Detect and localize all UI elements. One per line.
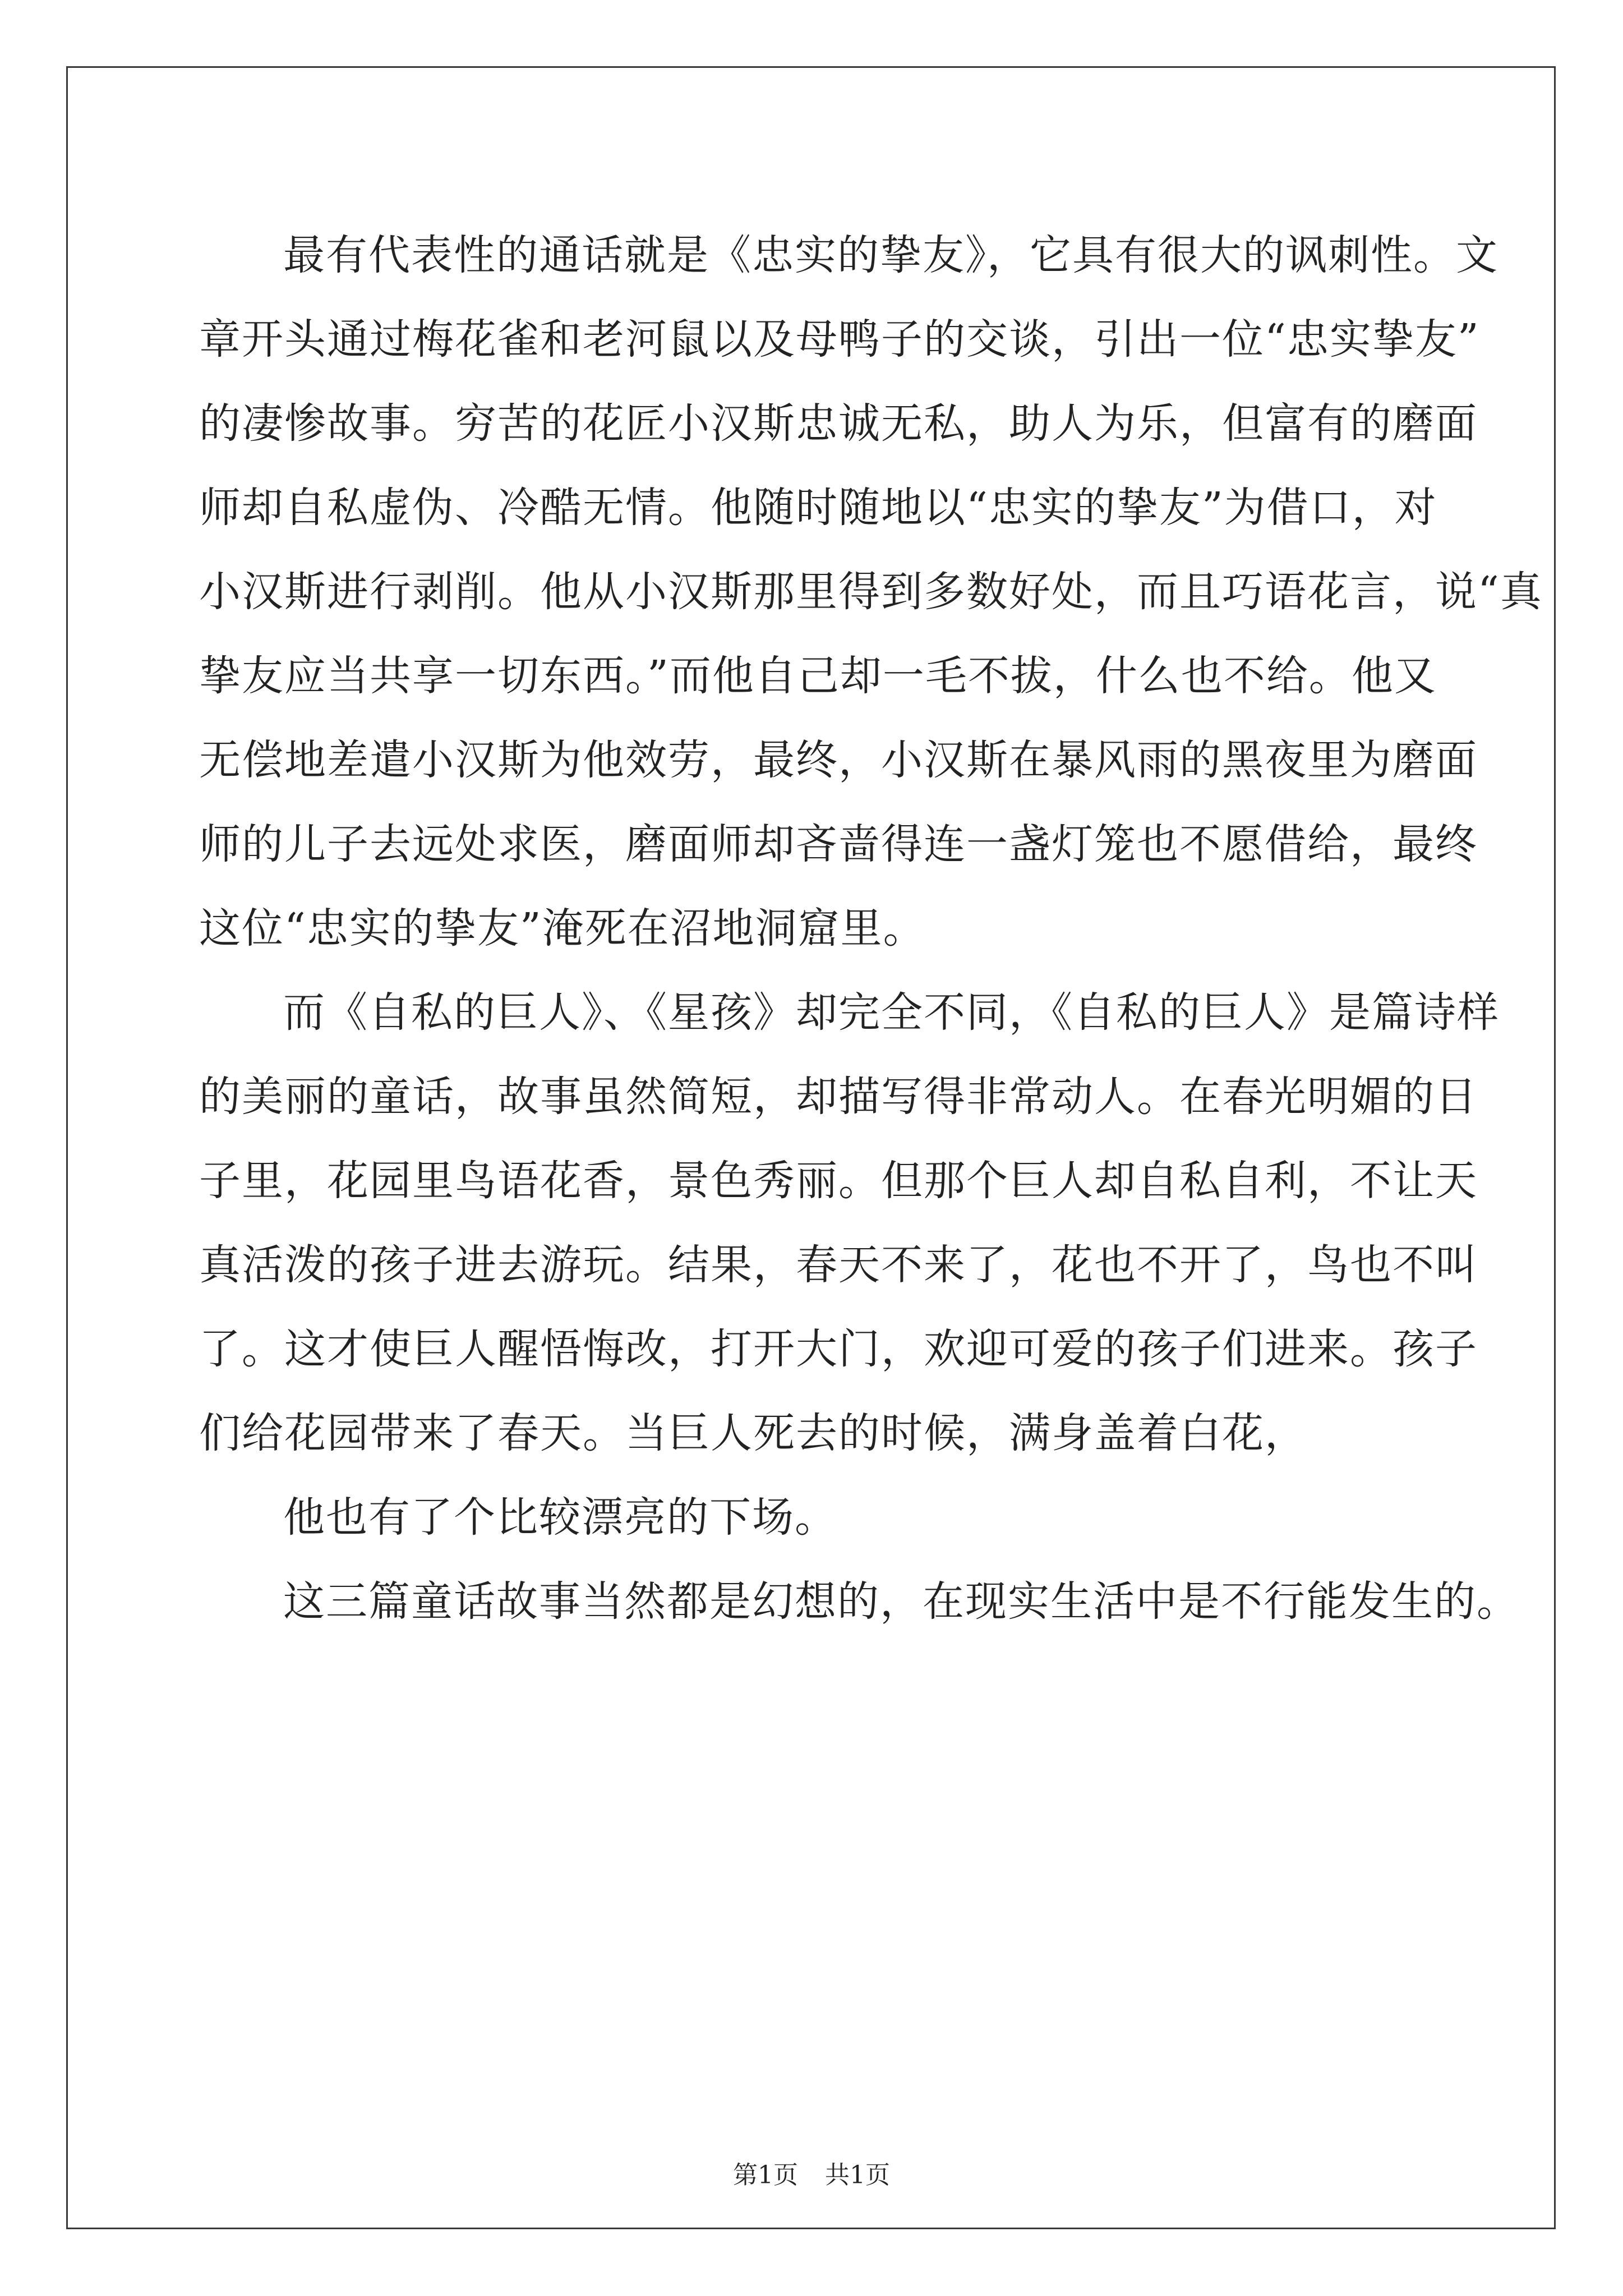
text-line: 了。这才使巨人醒悟悔改，打开大门，欢迎可爱的孩子们进来。孩子 xyxy=(199,1325,1478,1373)
text-line: 的美丽的童话，故事虽然简短，却描写得非常动人。在春光明媚的日 xyxy=(199,1073,1478,1121)
text-line: 子里，花园里鸟语花香，景色秀丽。但那个巨人却自私自利，不让天 xyxy=(199,1157,1478,1205)
text-line: 这位“忠实的挚友”淹死在沼地洞窟里。 xyxy=(199,904,926,953)
text-line: 师却自私虚伪、冷酷无情。他随时随地以“忠实的挚友”为借口，对 xyxy=(199,484,1437,532)
text-line: 而《自私的巨人》、《星孩》却完全不同，《自私的巨人》是篇诗样 xyxy=(283,988,1500,1037)
text-line: 真活泼的孩子进去游玩。结果，春天不来了，花也不开了，鸟也不叫 xyxy=(199,1241,1478,1289)
text-line: 小汉斯进行剥削。他从小汉斯那里得到多数好处，而且巧语花言，说“真 xyxy=(199,568,1543,616)
text-line: 师的儿子去远处求医，磨面师却吝啬得连一盏灯笼也不愿借给，最终 xyxy=(199,820,1478,868)
page-footer xyxy=(0,2159,1623,2192)
text-line: 章开头通过梅花雀和老河鼠以及母鸭子的交谈，引出一位“忠实挚友” xyxy=(199,315,1480,364)
text-line: 无偿地差遣小汉斯为他效劳，最终，小汉斯在暴风雨的黑夜里为磨面 xyxy=(199,736,1478,784)
text-line: 们给花园带来了春天。当巨人死去的时候，满身盖着白花， xyxy=(199,1409,1307,1457)
text-line: 最有代表性的通话就是《忠实的挚友》，它具有很大的讽刺性。文 xyxy=(283,231,1498,279)
page-total: 共1页 xyxy=(825,2161,890,2189)
text-line: 挚友应当共享一切东西。”而他自己却一毛不拔，什么也不给。他又 xyxy=(199,652,1437,700)
text-line: 的凄惨故事。穷苦的花匠小汉斯忠诚无私，助人为乐，但富有的磨面 xyxy=(199,399,1478,448)
text-line: 这三篇童话故事当然都是幻想的，在现实生活中是不行能发生的。 xyxy=(283,1577,1519,1626)
document-body xyxy=(199,213,1543,1644)
page-number: 第1页 xyxy=(733,2161,798,2189)
text-line: 他也有了个比较漂亮的下场。 xyxy=(283,1493,837,1542)
